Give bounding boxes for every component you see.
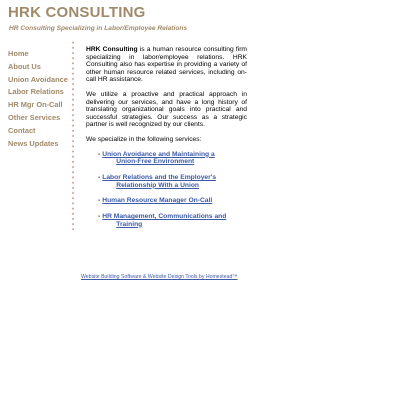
tagline: HR Consulting Specializing in Labor/Employee Relations — [9, 25, 188, 32]
service-dash: - — [98, 150, 101, 158]
intro-paragraph — [86, 46, 247, 84]
service-item — [98, 174, 247, 189]
nav-item-contact[interactable]: Contact — [8, 125, 36, 135]
nav-item-labor-relations[interactable]: Labor Relations — [8, 87, 64, 97]
nav-item-home[interactable]: Home — [8, 49, 29, 58]
sidebar-nav — [8, 48, 72, 150]
service-dash: - — [98, 173, 101, 181]
intro-company-name: HRK Consulting — [86, 46, 138, 53]
service-link-hr-management[interactable]: HR Management, Communications and Training — [102, 213, 227, 228]
service-item — [98, 197, 247, 205]
main-content — [86, 46, 247, 236]
service-link-hr-manager-on-call[interactable]: Human Resource Manager On-Call — [102, 197, 213, 205]
service-link-labor-relations[interactable]: Labor Relations and the Employer's Relationship With a Union — [102, 173, 217, 189]
service-item — [98, 213, 247, 228]
nav-item-news-updates[interactable]: News Updates — [8, 138, 59, 148]
services-list — [86, 151, 247, 229]
nav-item-hr-mgr-on-call[interactable]: HR Mgr On-Call — [8, 100, 63, 110]
intro-text: is a human resource consulting firm specializing in labor/employee relations. HRK Consulting also has expertise in providing a variety of other human resource related services, including on-call HR assistance. — [86, 46, 247, 84]
nav-item-about-us[interactable]: About Us — [8, 61, 41, 71]
dotted-divider — [70, 40, 76, 230]
service-dash: - — [98, 197, 101, 205]
service-dash: - — [98, 213, 101, 221]
approach-paragraph: We utilize a proactive and practical approach in delivering our services, and have a long history of translating organizational goals into practical and successful strategies. Our success as a strategic partner is well recognized by our clients. — [86, 90, 247, 129]
service-item — [98, 151, 247, 166]
footer-homestead-link[interactable]: Website Building Software & Website Design Tools by Homestead™ — [81, 274, 238, 280]
nav-item-other-services[interactable]: Other Services — [8, 112, 61, 122]
logo: HRK CONSULTING — [8, 4, 146, 21]
service-link-union-avoidance[interactable]: Union Avoidance and Maintaining a Union-Free Environment — [102, 150, 215, 166]
nav-item-union-avoidance[interactable]: Union Avoidance — [8, 74, 68, 84]
specialize-intro: We specialize in the following services: — [86, 135, 202, 143]
